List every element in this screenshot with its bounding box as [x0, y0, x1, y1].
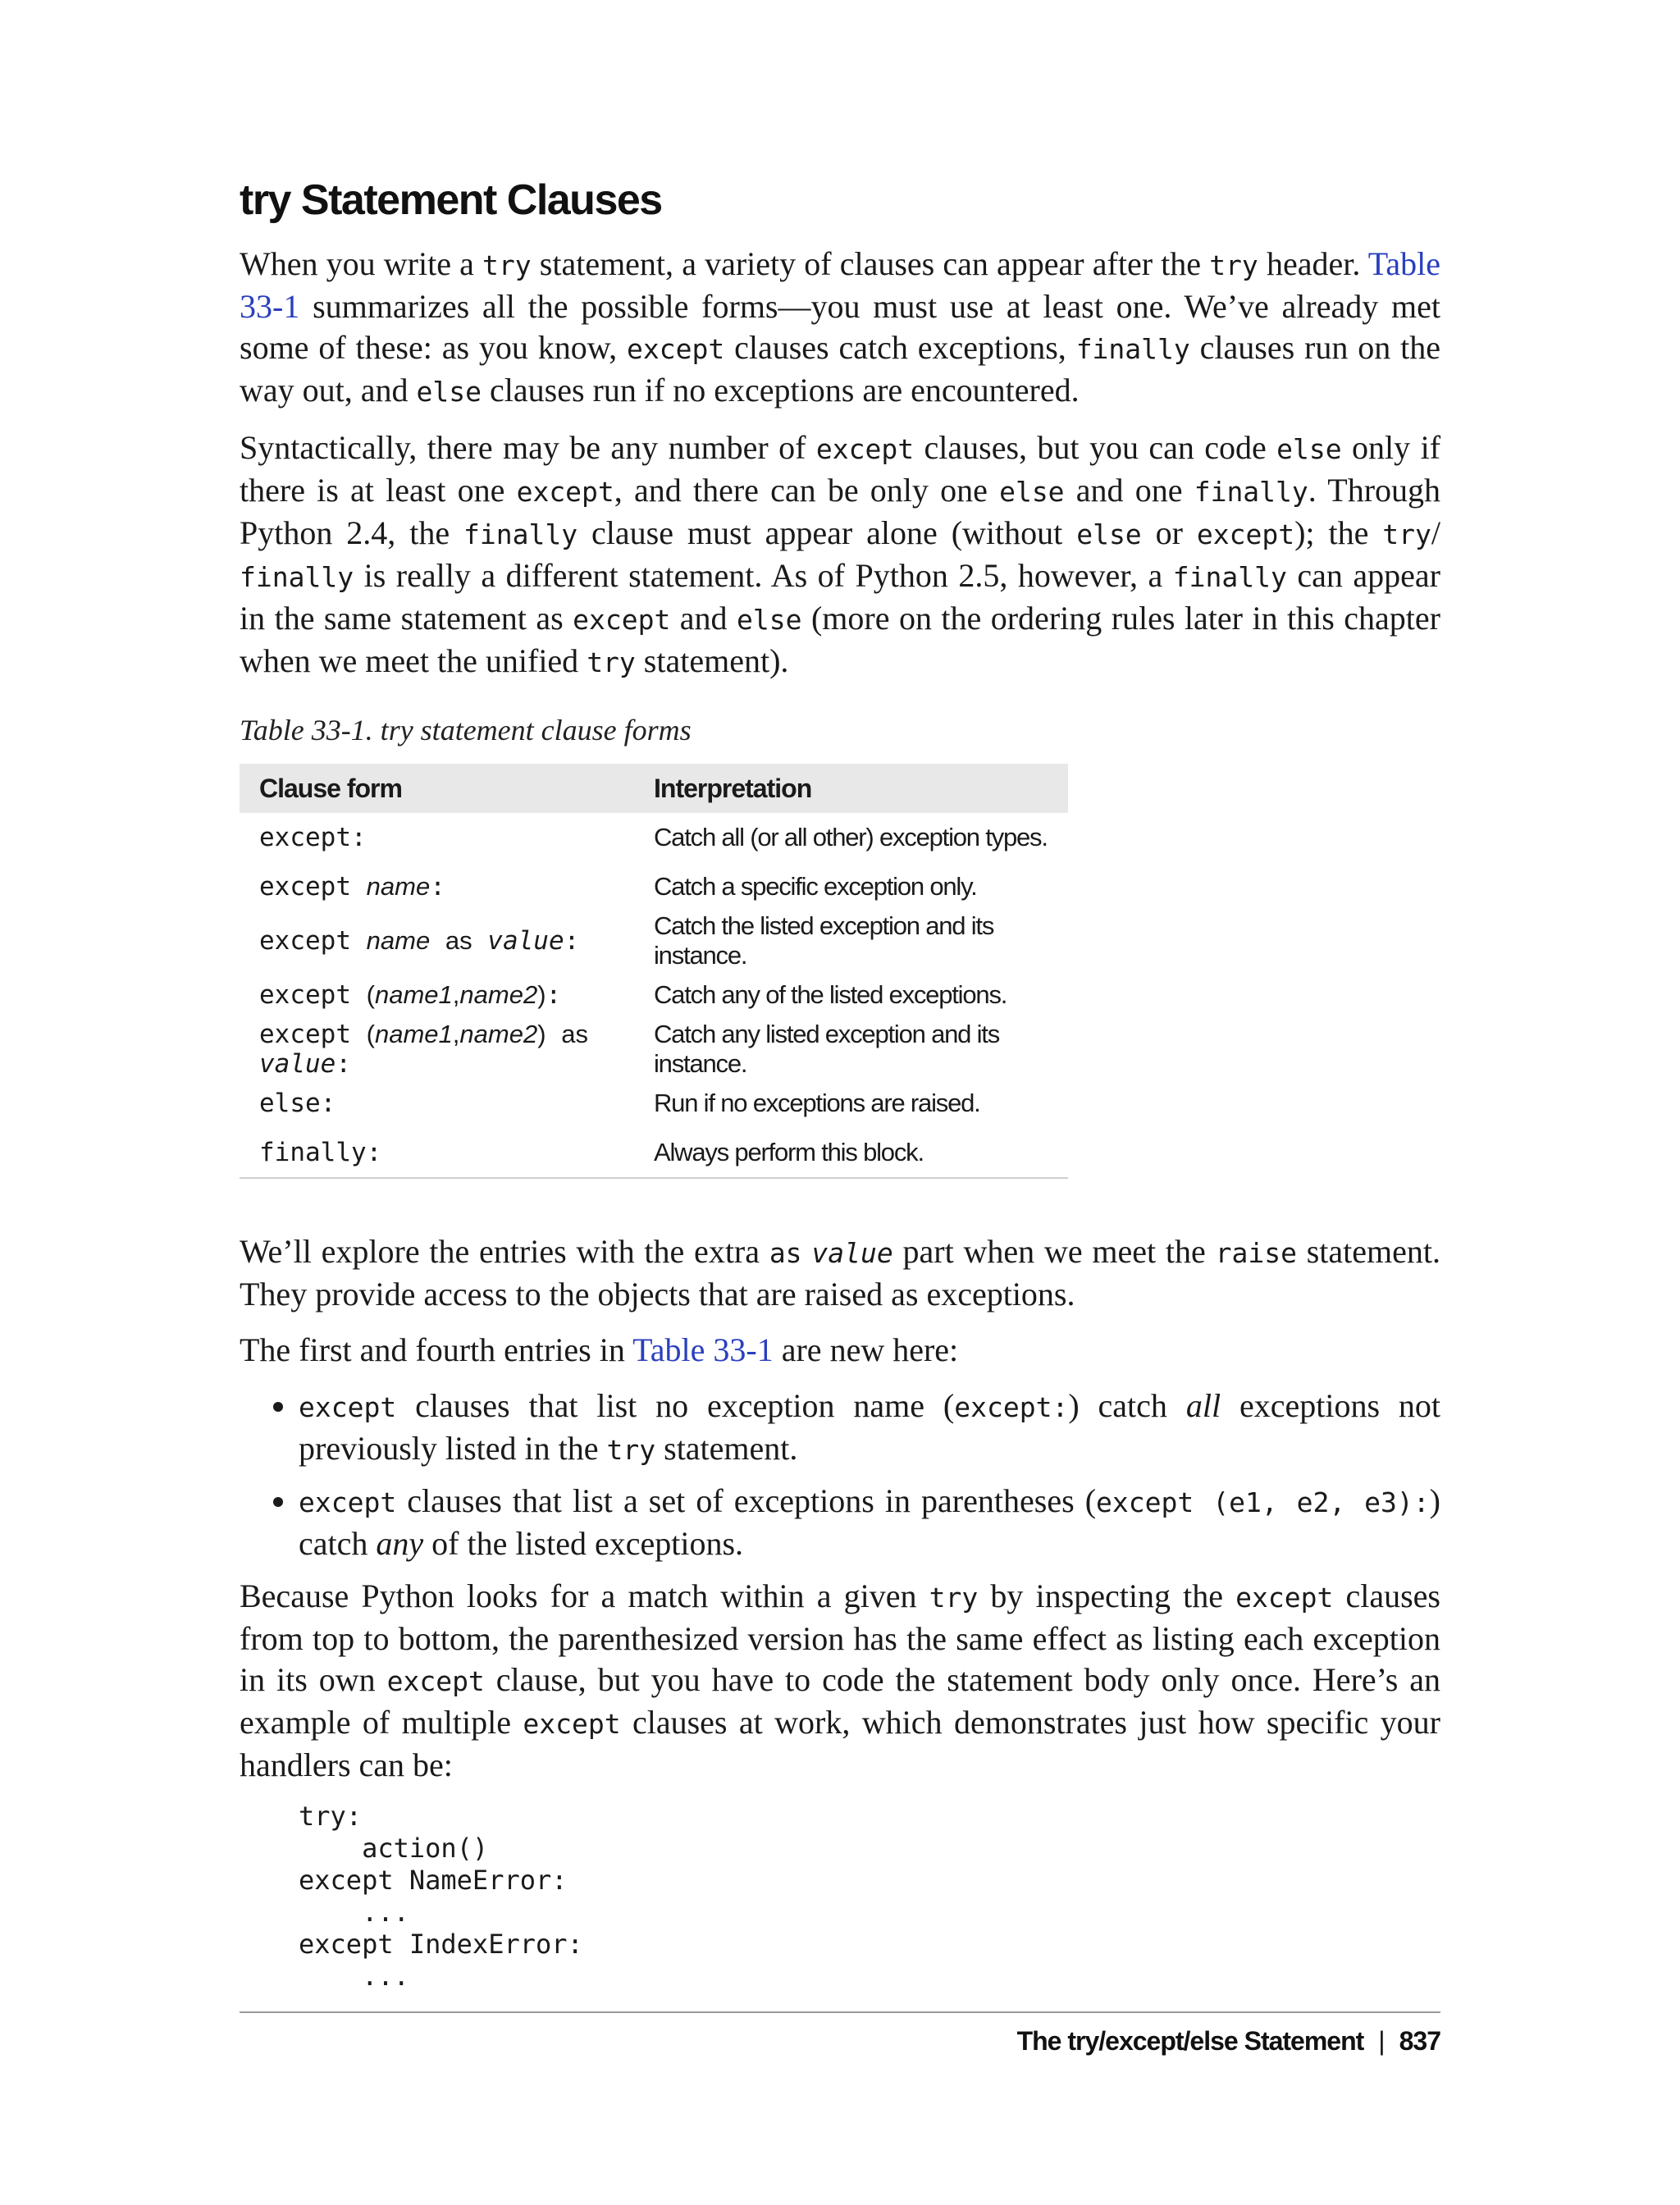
- inline-code: except: [299, 1391, 397, 1424]
- text: clauses at work, which demonstrates just how specific your handlers can be:: [240, 1704, 1440, 1784]
- paragraph-matching: [240, 1576, 1440, 1786]
- emphasis: all: [1185, 1387, 1221, 1425]
- table-row: [240, 970, 1068, 1020]
- keyword: except: [259, 1020, 351, 1050]
- text: ); the: [1294, 514, 1383, 552]
- page-footer: [1017, 2026, 1440, 2057]
- text: /: [1431, 514, 1440, 552]
- keyword: except: [259, 980, 351, 1011]
- interpretation-cell: Run if no exceptions are raised.: [654, 1089, 980, 1118]
- inline-code: try: [606, 1434, 656, 1467]
- table-row: [240, 1020, 1068, 1079]
- inline-code: except: [1235, 1582, 1334, 1614]
- paragraph-syntax: [240, 427, 1440, 683]
- interpretation-cell: Catch all (or all other) exception types.: [654, 823, 1048, 852]
- inline-code: except: [626, 333, 725, 366]
- close-paren: ): [537, 980, 546, 1010]
- text: can appear in the same statement as: [240, 557, 1440, 637]
- text: ) catch: [299, 1482, 1440, 1563]
- text: . Through Python 2.4, the: [240, 472, 1441, 552]
- placeholder-name: name: [366, 926, 431, 956]
- clause-form-cell: [240, 862, 634, 911]
- text: clauses catch exceptions,: [724, 329, 1076, 367]
- table-header-row: [240, 764, 1068, 813]
- list-item: [299, 1481, 1440, 1564]
- page-content: [240, 177, 1440, 1993]
- inline-code: else: [1076, 518, 1142, 551]
- inline-code: try: [1382, 518, 1431, 551]
- text: statement).: [635, 642, 789, 680]
- text: clauses run if no exceptions are encountered.: [482, 372, 1080, 409]
- text: clauses that list no exception name (: [396, 1387, 955, 1425]
- comma: ,: [452, 980, 460, 1010]
- text: clauses, but you can code: [914, 429, 1277, 467]
- inline-code: try: [929, 1582, 979, 1614]
- table-row: [240, 911, 1068, 970]
- text: by inspecting the: [978, 1577, 1236, 1615]
- clause-form-cell: [240, 1079, 634, 1128]
- text: header.: [1258, 245, 1368, 283]
- table-link[interactable]: Table 33-1: [632, 1331, 774, 1369]
- placeholder-name: name: [366, 872, 431, 902]
- text: clauses that list a set of exceptions in parentheses (: [396, 1482, 1097, 1520]
- footer-divider: [240, 2011, 1440, 2013]
- text: , and there can be only one: [614, 472, 1000, 509]
- text: Syntactically, there may be any number of: [240, 429, 816, 467]
- inline-code: except:: [954, 1391, 1069, 1424]
- inline-code: except: [1196, 518, 1295, 551]
- text: of the listed exceptions.: [423, 1525, 744, 1563]
- clause-form-cell: [240, 970, 634, 1020]
- table-row: [240, 813, 1068, 862]
- inline-code: raise: [1215, 1237, 1297, 1270]
- text: or: [1141, 514, 1197, 552]
- text: (more on the ordering rules later in this chapter when we meet the unified: [240, 600, 1440, 680]
- comma: ,: [452, 1020, 460, 1049]
- inline-code: except: [516, 476, 614, 509]
- code-example: try: action() except NameError: ... except IndexError: ...: [299, 1801, 583, 1993]
- table-row: [240, 1128, 1068, 1178]
- inline-code: except: [386, 1665, 485, 1698]
- text: statement. They provide access to the objects that are raised as exceptions.: [240, 1233, 1441, 1313]
- open-paren: (: [366, 980, 375, 1010]
- placeholder-name2: name2: [459, 1020, 538, 1049]
- text: summarizes all the possible forms—you must use at least one. We’ve already met some of these: as you know,: [240, 288, 1440, 367]
- page-number: 837: [1399, 2026, 1440, 2056]
- inline-code: else: [1276, 433, 1342, 466]
- text: exceptions not previously listed in the: [299, 1387, 1441, 1468]
- text: and one: [1064, 472, 1194, 509]
- table-row: [240, 1079, 1068, 1128]
- column-header-interpretation: Interpretation: [634, 764, 1068, 813]
- inline-code: try: [482, 249, 532, 282]
- inline-code: except (e1, e2, e3):: [1096, 1486, 1430, 1519]
- inline-code: else: [416, 376, 482, 409]
- placeholder-name1: name1: [374, 980, 453, 1010]
- clause-form-cell: [240, 813, 634, 862]
- running-title: The try/except/else Statement: [1016, 2026, 1364, 2056]
- keyword: finally:: [259, 1138, 382, 1168]
- paragraph-new-entries: [240, 1330, 1440, 1371]
- clause-form-cell: [240, 911, 634, 970]
- placeholder-name2: name2: [459, 980, 538, 1010]
- text: part when we meet the: [892, 1233, 1216, 1271]
- clause-form-cell: [240, 1020, 634, 1079]
- text: The first and fourth entries in: [240, 1331, 633, 1369]
- text: clauses from top to bottom, the parenthesized version has the same effect as listing each exception in its own: [240, 1577, 1441, 1699]
- table-row: [240, 862, 1068, 911]
- inline-code: finally: [1075, 333, 1190, 366]
- text: We’ll explore the entries with the extra: [240, 1233, 769, 1271]
- text: clause must appear alone (without: [578, 514, 1077, 552]
- inline-code: except: [523, 1708, 621, 1741]
- table-link[interactable]: Table 33-1: [240, 245, 1440, 326]
- table-caption: Table 33-1. try statement clause forms: [240, 714, 692, 747]
- interpretation-cell: Always perform this block.: [654, 1138, 924, 1167]
- inline-code: as: [769, 1237, 802, 1270]
- placeholder-value: value: [487, 926, 564, 956]
- text: are new here:: [773, 1331, 959, 1369]
- interpretation-cell: Catch any of the listed exceptions.: [654, 980, 1007, 1010]
- colon: :: [336, 1049, 351, 1080]
- text: ) catch: [1068, 1387, 1186, 1425]
- keyword: else:: [259, 1089, 336, 1119]
- inline-code: except: [299, 1486, 397, 1519]
- text: When you write a: [240, 245, 483, 283]
- interpretation-cell: Catch the listed exception and its instance.: [654, 911, 994, 970]
- text: clause, but you have to code the statement body only once. Here’s an example of multiple: [240, 1661, 1440, 1742]
- list-item: [299, 1386, 1440, 1471]
- interpretation-cell: Catch any listed exception and its instance.: [654, 1020, 1000, 1079]
- close-paren: ): [537, 1020, 546, 1049]
- placeholder-value: value: [259, 1049, 336, 1080]
- inline-code: finally: [1172, 561, 1287, 594]
- as-keyword: as: [561, 1020, 588, 1049]
- keyword: except: [259, 872, 351, 902]
- placeholder-name1: name1: [374, 1020, 453, 1049]
- text: only if there is at least one: [240, 429, 1441, 509]
- interpretation-cell: Catch a specific exception only.: [654, 872, 977, 902]
- inline-code: finally: [1194, 476, 1308, 509]
- column-header-clause-form: Clause form: [240, 764, 634, 813]
- footer-separator: |: [1378, 2026, 1385, 2056]
- keyword: except: [259, 926, 351, 956]
- as-keyword: as: [445, 926, 472, 956]
- text: statement.: [655, 1430, 798, 1468]
- emphasis: any: [376, 1525, 424, 1563]
- paragraph-as-value: [240, 1231, 1440, 1315]
- text: is really a different statement. As of Python 2.5, however, a: [354, 557, 1173, 595]
- inline-code: else: [999, 476, 1065, 509]
- colon: :: [564, 926, 580, 956]
- clause-forms-table: [240, 764, 1068, 1179]
- inline-code: finally: [463, 518, 578, 551]
- clause-form-cell: [240, 1128, 634, 1178]
- text: statement, a variety of clauses can appear after the: [531, 245, 1210, 283]
- inline-code: finally: [240, 561, 354, 594]
- text: clauses run on the way out, and: [240, 329, 1441, 409]
- colon: :: [430, 872, 445, 902]
- text: and: [670, 600, 737, 637]
- inline-code: else: [737, 604, 802, 637]
- inline-code: except: [573, 604, 671, 637]
- inline-code: except: [815, 433, 915, 466]
- inline-code: try: [1209, 249, 1258, 282]
- text: Because Python looks for a match within a given: [240, 1577, 929, 1615]
- keyword: except:: [259, 823, 367, 853]
- bullet-list: [240, 1386, 1440, 1564]
- inline-code-italic: value: [811, 1237, 893, 1270]
- colon: :: [546, 980, 562, 1011]
- inline-code: try: [587, 646, 636, 679]
- open-paren: (: [366, 1020, 375, 1049]
- section-heading: try Statement Clauses: [240, 176, 662, 224]
- paragraph-intro: [240, 244, 1440, 413]
